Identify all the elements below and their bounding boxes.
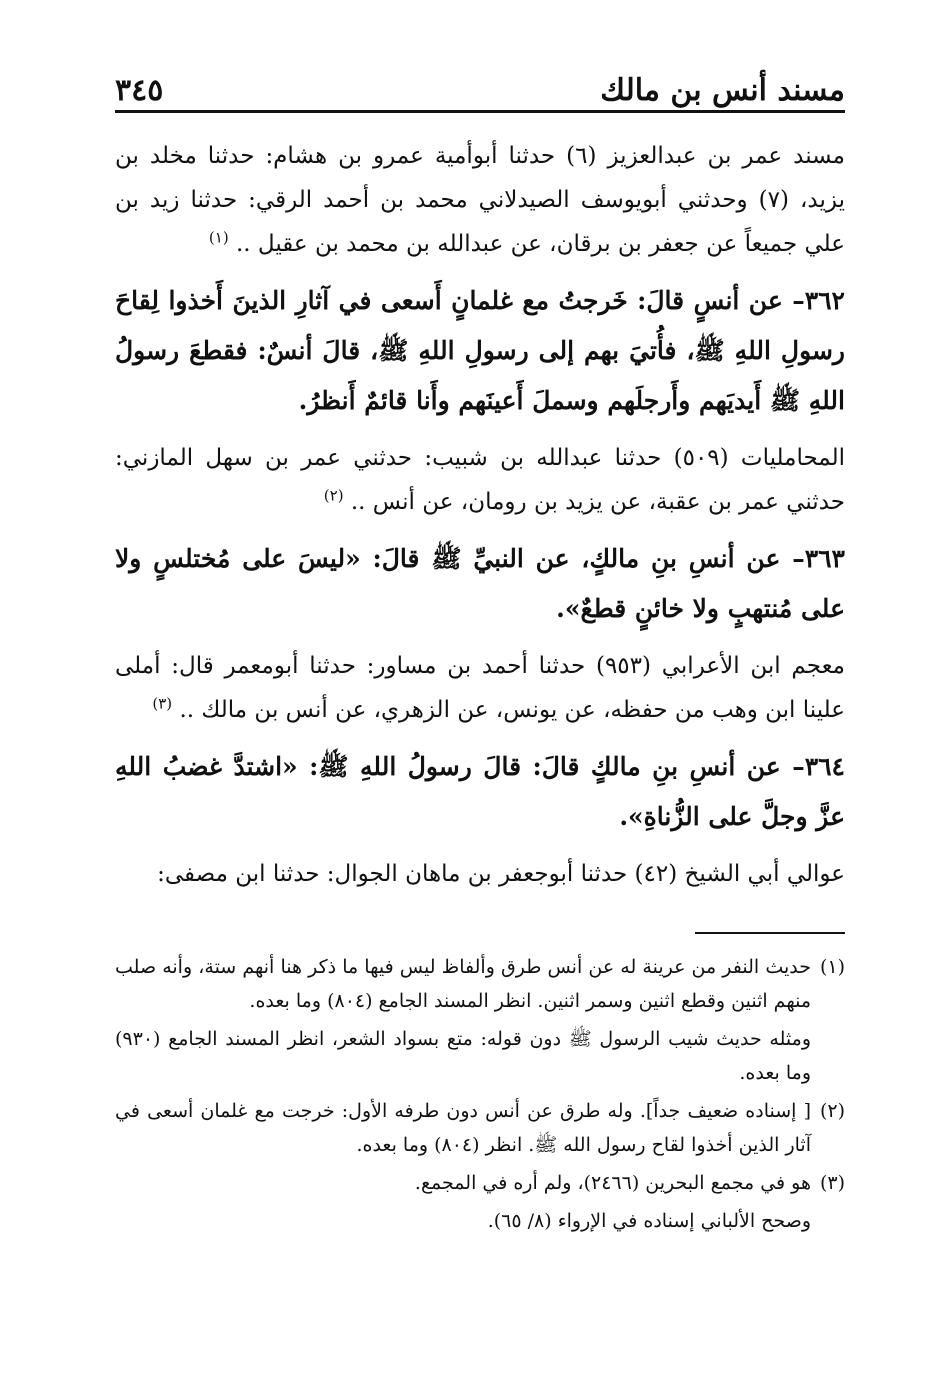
footnote-text-3: هو في مجمع البحرين (٢٤٦٦)، ولم أره في المجمع. [414,1172,811,1194]
footnote-label-2: (٢) [819,1100,845,1122]
footnote-label-3: (٣) [819,1172,845,1194]
page-header [115,62,845,106]
source-paragraph-4 [115,852,845,896]
footnote-ref-1[interactable]: (١) [208,228,229,247]
source-text-1: مسند عمر بن عبدالعزيز (٦) حدثنا أبوأمية عمرو بن هشام: حدثنا مخلد بن يزيد، (٧) وحدثني أبويوسف الصيدلاني محمد بن أحمد الرقي: حدثنا زيد بن علي جميعاً عن جعفر بن برقان، عن عبدالله بن محمد بن عقيل .. [115,143,846,257]
hadith-363 [115,534,845,634]
footnote-ref-2[interactable]: (٢) [323,486,344,505]
footnote-label-1: (١) [819,956,845,978]
footnote-1 [115,950,845,1018]
hadith-number-362: ٣٦٢– [792,286,845,315]
main-text [115,134,845,906]
source-paragraph-3 [115,644,845,732]
footnote-separator [695,932,845,934]
source-paragraph-2 [115,436,845,524]
page-number: ٣٤٥ [115,73,164,108]
footnote-text-1: حديث النفر من عرينة له عن أنس طرق وألفاظ ليس فيها ما ذكر هنا أنهم ستة، وأنه صلب منهم اثنين وقطع اثنين وسمر اثنين. انظر المسند الجامع (٨٠٤) وما بعده. [115,956,811,1012]
hadith-text-363: عن أنسِ بنِ مالكٍ، عن النبيِّ ﷺ قالَ: «ليسَ على مُختلسٍ ولا على مُنتهبٍ ولا خائنٍ قطعٌ». [115,544,845,623]
hadith-362 [115,276,845,426]
hadith-number-363: ٣٦٣– [792,544,845,573]
footnote-2 [115,1094,845,1162]
footnotes [115,950,845,1242]
footnote-1-continuation: ومثله حديث شيب الرسول ﷺ دون قوله: متع بسواد الشعر، انظر المسند الجامع (٩٣٠) وما بعده. [115,1028,811,1084]
footnote-3 [115,1166,845,1200]
source-text-4: عوالي أبي الشيخ (٤٢) حدثنا أبوجعفر بن ماهان الجوال: حدثنا ابن مصفى: [157,861,845,887]
hadith-364 [115,742,845,842]
hadith-number-364: ٣٦٤– [792,752,845,781]
running-title: مسند أنس بن مالك [600,73,845,108]
source-paragraph-1 [115,134,845,266]
source-text-3: معجم ابن الأعرابي (٩٥٣) حدثنا أحمد بن مساور: حدثنا أبومعمر قال: أملى علينا ابن وهب من حفظه، عن يونس، عن الزهري، عن أنس بن مالك .. [115,653,845,723]
hadith-text-362: عن أنسٍ قالَ: خَرجتُ مع غلمانٍ أَسعى في آثارِ الذينَ أَخذوا لِقاحَ رسولِ اللهِ ﷺ، فأُتيَ بهم إلى رسولِ اللهِ ﷺ، قالَ أنسٌ: فقطعَ رسولُ اللهِ ﷺ أَيديَهم وأَرجلَهم وسملَ أَعينَهم وأَنا قائمٌ أَنظرُ. [115,286,845,415]
footnote-ref-3[interactable]: (٣) [152,694,173,713]
footnote-text-2: [ إسناده ضعيف جداً]. وله طرق عن أنس دون طرفه الأول: خرجت مع غلمان أسعى في آثار الذين أخذوا لقاح رسول الله ﷺ. انظر (٨٠٤) وما بعده. [115,1100,811,1156]
footnote-3-continuation: وصحح الألباني إسناده في الإرواء (٨/ ٦٥). [487,1210,811,1232]
header-rule [115,110,845,113]
hadith-text-364: عن أنسِ بنِ مالكٍ قالَ: قالَ رسولُ اللهِ ﷺ: «اشتدَّ غضبُ اللهِ عزَّ وجلَّ على الزُّناةِ». [115,752,845,831]
source-text-2: المحامليات (٥٠٩) حدثنا عبدالله بن شبيب: حدثني عمر بن سهل المازني: حدثني عمر بن عقبة، عن يزيد بن رومان، عن أنس .. [115,445,846,515]
